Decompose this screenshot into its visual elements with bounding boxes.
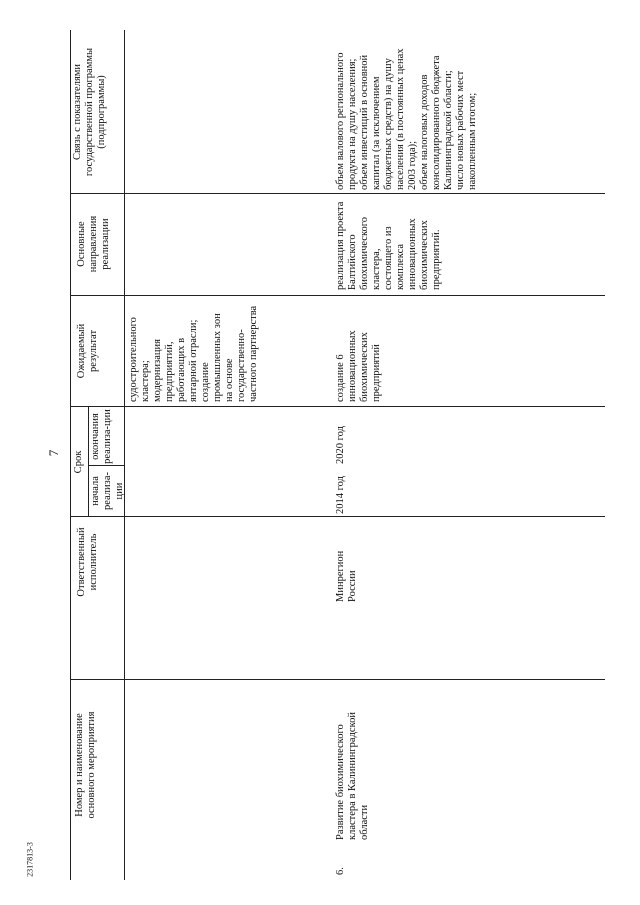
header-directions: Основные направления реализации — [76, 215, 111, 273]
header-name: Номер и наименование основного мероприятия — [74, 711, 97, 819]
rotated-table — [70, 30, 605, 880]
document-code: 2317813-3 — [25, 842, 35, 877]
row6-number: 6. — [335, 867, 346, 875]
header-bottom-border — [124, 30, 125, 880]
header-executor: Ответственный исполнитель — [76, 527, 99, 597]
table-top-border — [70, 30, 71, 880]
page-number: 7 — [46, 449, 61, 457]
col-sep-2 — [70, 516, 605, 517]
header-term-end: окончания реализа-ции — [90, 409, 113, 464]
header-result: Ожидаемый результат — [76, 323, 99, 379]
row6-directions: реализация проекта Балтийского биохимического кластера, состоящего из комплекса инновационных биохимических предприятий. — [335, 201, 442, 290]
col-sep-5 — [70, 295, 605, 296]
row6-result: создание 6 инновационных биохимических предприятий — [335, 330, 382, 402]
header-term: Срок — [73, 450, 84, 474]
col-sep-6 — [70, 193, 605, 194]
row6-executor: Минрегион России — [335, 550, 358, 602]
header-term-start: начала реализа-ции — [90, 472, 125, 510]
row6-indicators: объем валового регионального продукта на душу населения; объем инвестиций в основной капитал (за исключением бюджетных средств) на душу населения (в постоянных ценах 2003 года); объем налоговых доходов консолидированного бюджета Калининградской области; число новых рабочих мест накопленным итогом; — [335, 48, 478, 190]
row6-end: 2020 год — [335, 426, 346, 464]
row6-start: 2014 год — [335, 476, 346, 514]
col-sep-1 — [70, 679, 605, 680]
col-sep-4 — [70, 406, 605, 407]
row6-name: Развитие биохимического кластера в Калининградской области — [335, 711, 370, 840]
col-sep-3 — [88, 465, 124, 466]
term-subheader-line — [88, 407, 89, 517]
header-indicators: Связь с показателями государственной программы (подпрограммы) — [72, 47, 107, 177]
continuation-result: судостроительного кластера; модернизация предприятий, работающих в янтарной отрасли; создание промышленных зон на основе государственно-частного партнерства — [128, 305, 259, 402]
